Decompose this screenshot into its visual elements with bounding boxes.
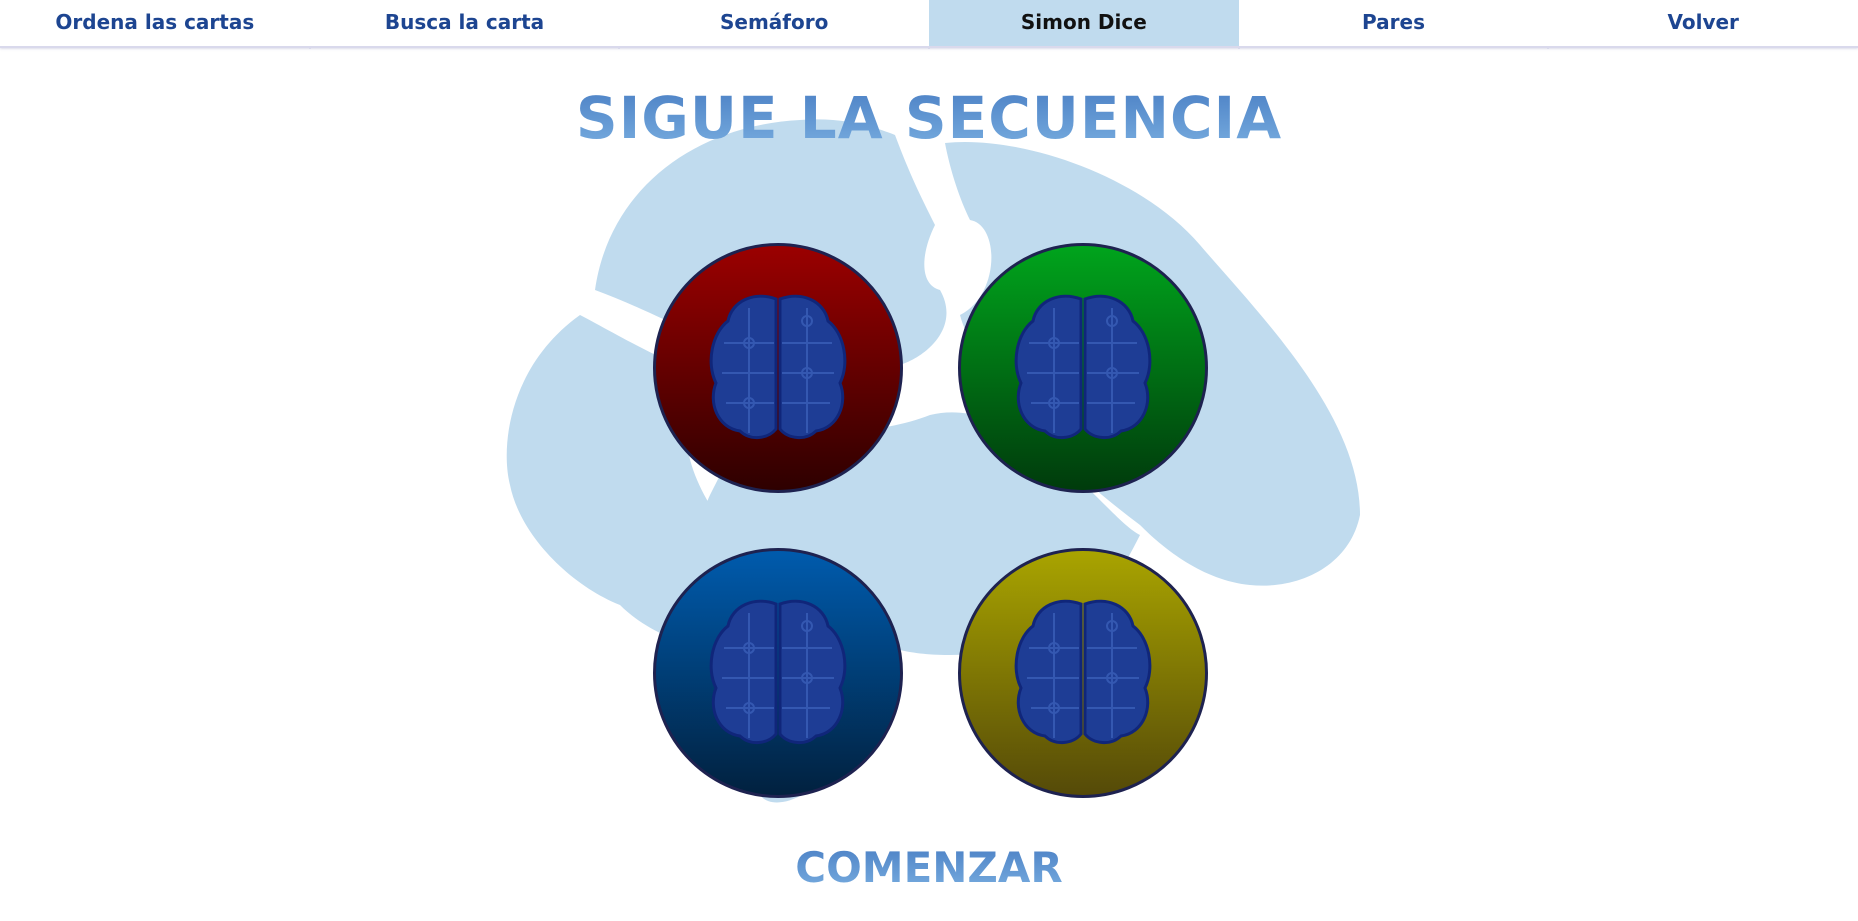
top-navigation bbox=[0, 0, 1858, 48]
puzzle-background-icon bbox=[500, 115, 1370, 815]
simon-button-green[interactable] bbox=[958, 243, 1208, 493]
brain-puzzle-icon bbox=[704, 598, 852, 748]
nav-item-semaforo[interactable]: Semáforo bbox=[619, 0, 929, 46]
brain-puzzle-icon bbox=[1009, 293, 1157, 443]
nav-item-volver[interactable]: Volver bbox=[1548, 0, 1858, 46]
brain-puzzle-icon bbox=[704, 293, 852, 443]
simon-button-yellow[interactable] bbox=[958, 548, 1208, 798]
nav-item-simon-dice[interactable]: Simon Dice bbox=[929, 0, 1239, 46]
brain-puzzle-icon bbox=[1009, 598, 1157, 748]
simon-button-blue[interactable] bbox=[653, 548, 903, 798]
nav-item-busca-la-carta[interactable]: Busca la carta bbox=[310, 0, 620, 46]
nav-item-ordena-las-cartas[interactable]: Ordena las cartas bbox=[55, 10, 255, 34]
simon-button-red[interactable] bbox=[653, 243, 903, 493]
start-button[interactable]: COMENZAR bbox=[0, 843, 1858, 892]
game-title: SIGUE LA SECUENCIA bbox=[0, 84, 1858, 152]
nav-item-pares[interactable]: Pares bbox=[1239, 0, 1549, 46]
